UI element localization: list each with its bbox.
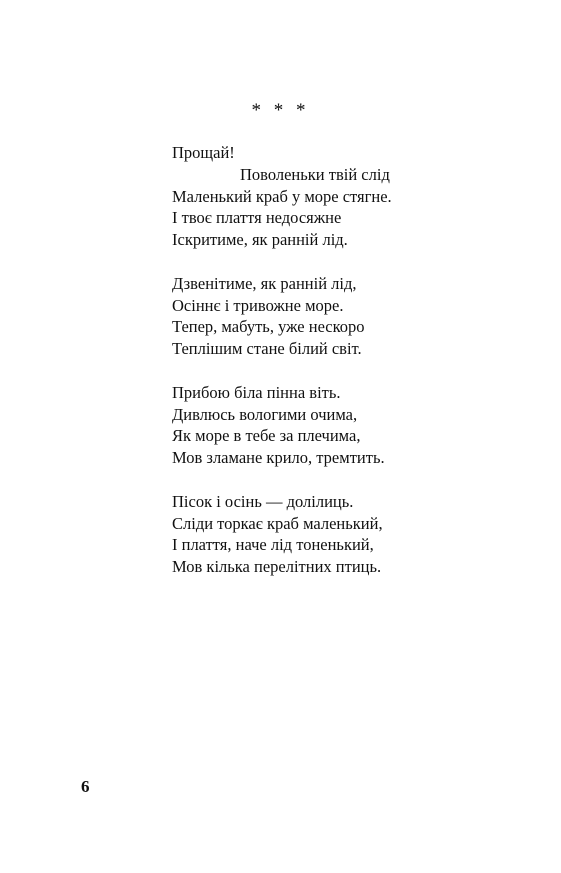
poem-line: Дзвенітиме, як ранній лід, <box>172 273 357 293</box>
poem-line: Прощай! <box>172 143 235 162</box>
poem <box>172 142 532 600</box>
poem-line: Теплішим стане білий світ. <box>172 339 362 359</box>
poem-line: Маленький краб у море стягне. <box>172 186 392 206</box>
poem-line: Іскритиме, як ранній лід. <box>172 230 348 250</box>
poem-line: І плаття, наче лід тоненький, <box>172 535 374 555</box>
poem-line: Пісок і осінь — долілиць. <box>172 491 354 511</box>
poem-line: Як море в тебе за плечима, <box>172 426 361 446</box>
stanza-1 <box>172 142 532 251</box>
section-separator: * * * <box>251 100 310 121</box>
poem-line: Осіннє і тривожне море. <box>172 295 344 315</box>
poem-line: Мов кілька перелітних птиць. <box>172 557 382 577</box>
poem-line: Тепер, мабуть, уже нескоро <box>172 317 365 337</box>
page-number: 6 <box>81 777 90 796</box>
stanza-3 <box>172 382 532 469</box>
stanza-2 <box>172 273 532 360</box>
stanza-4 <box>172 491 532 578</box>
poem-line: І твоє плаття недосяжне <box>172 208 342 228</box>
poem-line-indented: Поволеньки твій слід <box>240 164 390 184</box>
poem-line: Мов зламане крило, тремтить. <box>172 448 385 468</box>
poem-line: Сліди торкає краб маленький, <box>172 513 383 533</box>
poem-line: Прибою біла пінна віть. <box>172 382 341 402</box>
poem-line: Дивлюсь вологими очима, <box>172 404 358 424</box>
